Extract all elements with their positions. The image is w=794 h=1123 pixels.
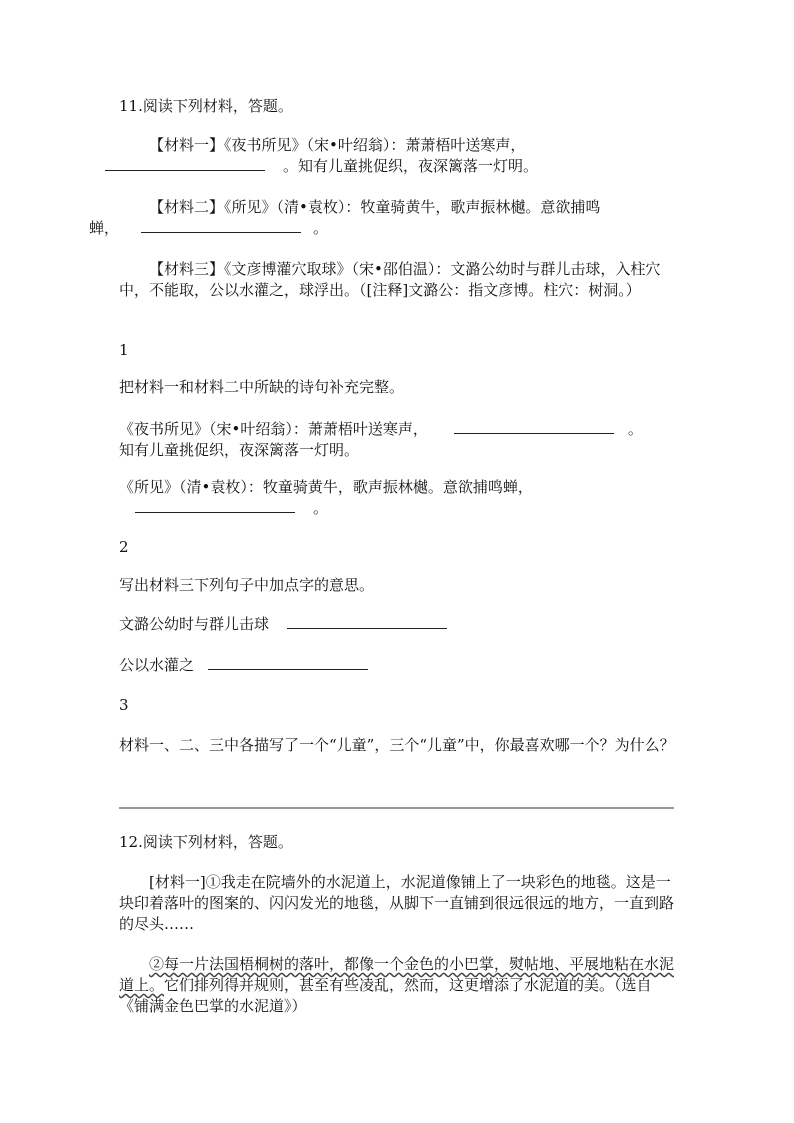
sub-question-2-item-1: 文潞公幼时与群儿击球 — [119, 614, 675, 635]
sub-question-1-line-2: 《所见》（清•袁枚）：牧童骑黄牛，歌声振林樾。意欲捕鸣蝉， 。 — [119, 478, 533, 517]
q12-material-1-paragraph-2: ②每一片法国梧桐树的落叶，都像一个金色的小巴掌，熨帖地、平展地粘在水泥道上。它们排列得并规则，甚至有些凌乱，然而，这更增添了水泥道的美。（选自《铺满金色巴掌的水泥道》） — [119, 955, 675, 1015]
material-3-tag: 【材料三】 — [149, 260, 225, 278]
sub-question-2-number: 2 — [119, 538, 129, 556]
q11-material-2: 【材料二】《所见》（清•袁枚）：牧童骑黄牛，歌声振林樾。意欲捕鸣 蝉， 。 — [89, 198, 601, 237]
material-1-tag: 【材料一】 — [149, 136, 225, 154]
section-divider — [119, 807, 674, 809]
answer-blank-5[interactable] — [287, 614, 447, 629]
sub-question-1-prompt: 把材料一和材料二中所缺的诗句补充完整。 — [119, 378, 405, 396]
answer-blank-3[interactable] — [454, 419, 614, 434]
sub-question-1-line-1: 《夜书所见》（宋•叶绍翁）：萧萧梧叶送寒声， 。 知有儿童挑促织，夜深篱落一灯明。 — [119, 420, 643, 459]
sub-question-3-prompt: 材料一、二、三中各描写了一个“儿童”，三个“儿童”中，你最喜欢哪一个？为什么？ — [119, 736, 675, 754]
answer-blank-6[interactable] — [208, 655, 368, 670]
q11-title: 11.阅读下列材料，答题。 — [119, 97, 293, 115]
sub-question-2-prompt: 写出材料三下列句子中加点字的意思。 — [119, 576, 375, 594]
material-2-tag: 【材料二】 — [149, 198, 225, 216]
answer-blank-4[interactable] — [135, 498, 295, 513]
wavy-underlined-sentence: ②每一片法国梧桐树的落叶，都像一个金色的小巴掌，熨帖地、平展地粘在水泥道上。 — [119, 955, 675, 994]
sub-question-1-number: 1 — [119, 341, 129, 359]
sub-question-3-number: 3 — [119, 696, 129, 714]
q11-material-1: 【材料一】《夜书所见》（宋•叶绍翁）：萧萧梧叶送寒声， 。知有儿童挑促织，夜深篱落一灯明。 — [119, 135, 675, 177]
q12-material-1-paragraph-1: [材料一]①我走在院墙外的水泥道上，水泥道像铺上了一块彩色的地毯。这是一块印着落叶的图案的、闪闪发光的地毯，从脚下一直铺到很远很远的地方，一直到路的尽头…… — [119, 873, 675, 933]
sub-question-2-item-2: 公以水灌之 — [119, 655, 675, 676]
q11-material-3: 【材料三】《文彦博灌穴取球》（宋•邵伯温）：文潞公幼时与群儿击球，入柱穴中，不能取，公以水灌之，球浮出。（[注释]文潞公：指文彦博。柱穴：树洞。） — [119, 260, 661, 299]
q12-title: 12.阅读下列材料，答题。 — [119, 833, 293, 851]
answer-blank-2[interactable] — [141, 218, 301, 233]
answer-blank-1[interactable] — [105, 156, 265, 171]
material-1-tag: [材料一] — [149, 873, 206, 891]
